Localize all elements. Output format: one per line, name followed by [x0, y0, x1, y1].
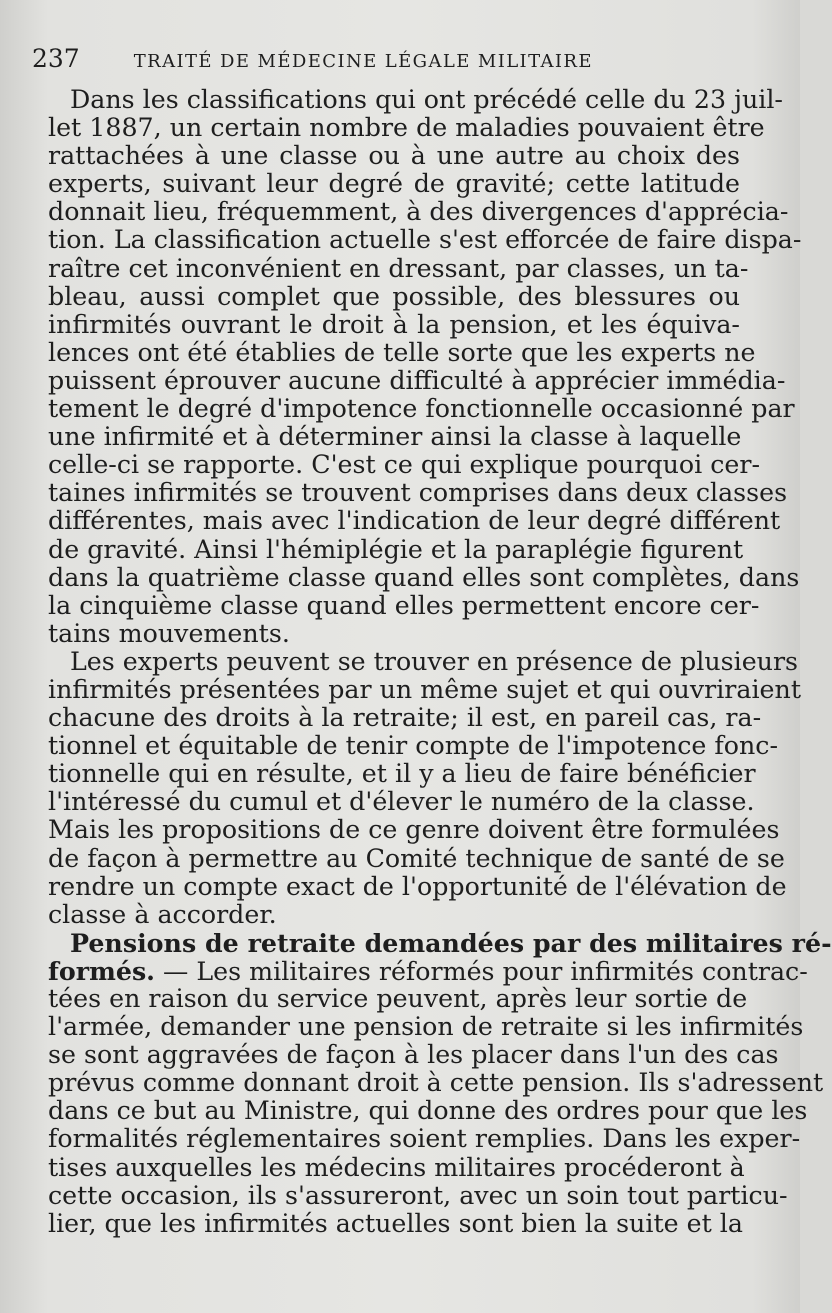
section-heading: Pensions de retraite demandées par des militaires ré-: [70, 927, 832, 958]
text-line: experts, suivant leur degré de gravité; cette latitude: [48, 169, 740, 199]
text-line: tées en raison du service peuvent, après leur sortie de: [48, 984, 748, 1013]
text-line: cette occasion, ils s'assureront, avec un soin tout particu-: [48, 1180, 788, 1210]
text-line: rendre un compte exact de l'opportunité de l'élévation de: [48, 871, 787, 901]
text-line: lier, que les infirmités actuelles sont bien la suite et la: [48, 1208, 743, 1238]
section-heading-end: formés.: [48, 955, 155, 986]
text-line: puissent éprouver aucune difficulté à apprécier immédia-: [48, 365, 786, 395]
text-line: tion. La classification actuelle s'est efforcée de faire dispa-: [48, 225, 802, 255]
page-number: 237: [32, 44, 80, 73]
text-line: Les experts peuvent se trouver en présence de plusieurs: [70, 646, 799, 676]
text-line: l'armée, demander une pension de retraite si les infirmités: [48, 1012, 804, 1042]
text-line: raître cet inconvénient en dressant, par classes, un ta-: [48, 253, 749, 283]
text-line: dans la quatrième classe quand elles sont complètes, dans: [48, 562, 800, 592]
text-line: taines infirmités se trouvent comprises dans deux classes: [48, 478, 788, 508]
paragraph-classifications: [48, 85, 802, 648]
text-line: dans ce but au Ministre, qui donne des ordres pour que les: [48, 1096, 808, 1126]
paragraph-experts: [48, 646, 801, 929]
page-header: [32, 44, 752, 78]
text-line: donnait lieu, fréquemment, à des divergences d'apprécia-: [48, 197, 789, 227]
running-title: TRAITÉ DE MÉDECINE LÉGALE MILITAIRE: [133, 51, 593, 72]
text-fragment: — Les militaires réformés pour infirmités contrac-: [155, 956, 808, 986]
text-line: de façon à permettre au Comité technique de santé de se: [48, 843, 785, 873]
text-line: [48, 955, 808, 986]
text-line: la cinquième classe quand elles permettent encore cer-: [48, 590, 760, 620]
text-line: Dans les classifications qui ont précédé celle du 23 juil-: [70, 85, 783, 114]
text-line: une infirmité et à déterminer ainsi la classe à laquelle: [48, 422, 742, 452]
text-line: tains mouvements.: [48, 618, 290, 648]
text-line: tises auxquelles les médecins militaires procéderont à: [48, 1152, 745, 1182]
text-line: se sont aggravées de façon à les placer dans l'un des cas: [48, 1040, 779, 1070]
paragraph-pensions: [48, 927, 832, 1238]
text-line: différentes, mais avec l'indication de leur degré différent: [48, 506, 781, 536]
text-line: rattachées à une classe ou à une autre au choix des: [48, 141, 740, 171]
text-line: classe à accorder.: [48, 899, 277, 929]
text-line: celle-ci se rapporte. C'est ce qui explique pourquoi cer-: [48, 450, 761, 480]
text-line: let 1887, un certain nombre de maladies pouvaient être: [48, 113, 765, 143]
text-line: bleau, aussi complet que possible, des blessures ou: [48, 281, 740, 311]
text-line: tionnel et équitable de tenir compte de l'impotence fonc-: [48, 731, 779, 761]
text-line: tement le degré d'impotence fonctionnelle occasionné par: [48, 394, 795, 424]
text-line: tionnelle qui en résulte, et il y a lieu de faire bénéficier: [48, 759, 756, 789]
text-line: chacune des droits à la retraite; il est, en pareil cas, ra-: [48, 703, 762, 733]
text-line: infirmités présentées par un même sujet et qui ouvriraient: [48, 674, 801, 704]
text-line: infirmités ouvrant le droit à la pension, et les équiva-: [48, 309, 740, 339]
text-line: lences ont été établies de telle sorte que les experts ne: [48, 337, 756, 367]
text-line: l'intéressé du cumul et d'élever le numéro de la classe.: [48, 787, 755, 817]
text-line: de gravité. Ainsi l'hémiplégie et la paraplégie figurent: [48, 534, 744, 564]
body-text: [48, 85, 832, 1238]
text-line: formalités réglementaires soient remplies. Dans les exper-: [48, 1124, 801, 1154]
text-line: prévus comme donnant droit à cette pension. Ils s'adressent: [48, 1068, 824, 1098]
text-line: Mais les propositions de ce genre doivent être formulées: [48, 815, 780, 845]
